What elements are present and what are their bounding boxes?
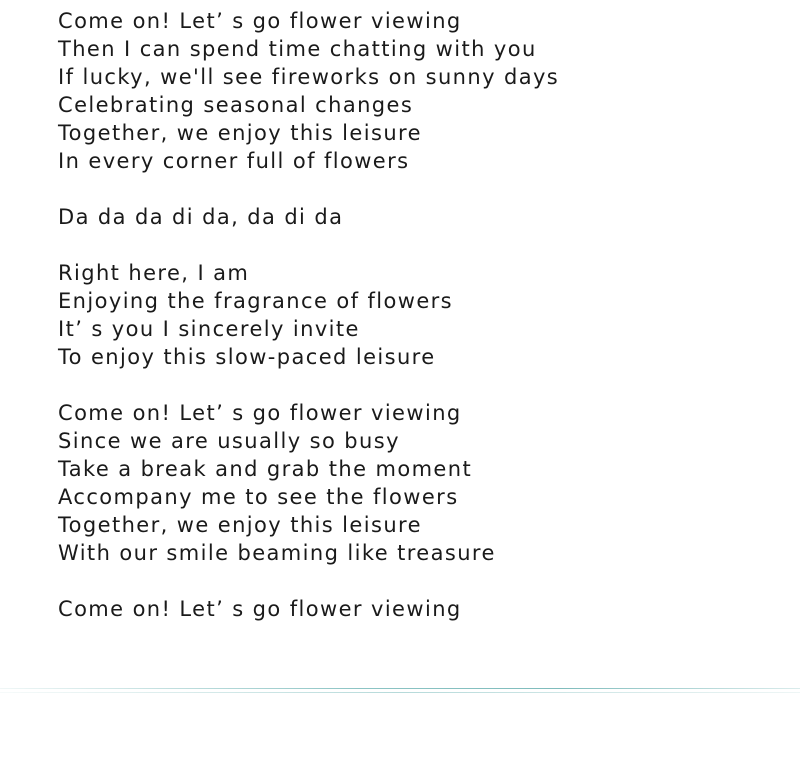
lyrics-stanza-3 — [58, 259, 788, 371]
lyric-line: Celebrating seasonal changes — [58, 93, 414, 117]
lyric-line: Then I can spend time chatting with you — [58, 37, 537, 61]
decorative-divider-line — [0, 688, 800, 689]
lyric-line: It’ s you I sincerely invite — [58, 317, 360, 341]
lyric-line: Together, we enjoy this leisure — [58, 121, 422, 145]
lyrics-stanza-2 — [58, 203, 788, 231]
lyric-line: With our smile beaming like treasure — [58, 541, 496, 565]
lyric-line: Take a break and grab the moment — [58, 457, 473, 481]
lyric-line: Come on! Let’ s go flower viewing — [58, 401, 462, 425]
lyric-line: Together, we enjoy this leisure — [58, 513, 422, 537]
lyric-line: Come on! Let’ s go flower viewing — [58, 9, 462, 33]
lyric-line: Since we are usually so busy — [58, 429, 400, 453]
lyric-line: Accompany me to see the flowers — [58, 485, 459, 509]
lyrics-stanza-4 — [58, 399, 788, 567]
lyric-line: Enjoying the fragrance of flowers — [58, 289, 454, 313]
decorative-divider-line-secondary — [0, 692, 800, 693]
lyric-line: In every corner full of flowers — [58, 149, 410, 173]
lyric-line: Da da da di da, da di da — [58, 205, 344, 229]
lyrics-stanza-5 — [58, 595, 788, 623]
lyric-line: To enjoy this slow-paced leisure — [58, 345, 436, 369]
lyrics-stanza-1 — [58, 7, 788, 175]
lyric-line: Come on! Let’ s go flower viewing — [58, 597, 462, 621]
lyric-line: Right here, I am — [58, 261, 250, 285]
lyrics-body — [58, 7, 788, 651]
lyric-line: If lucky, we'll see fireworks on sunny days — [58, 65, 560, 89]
